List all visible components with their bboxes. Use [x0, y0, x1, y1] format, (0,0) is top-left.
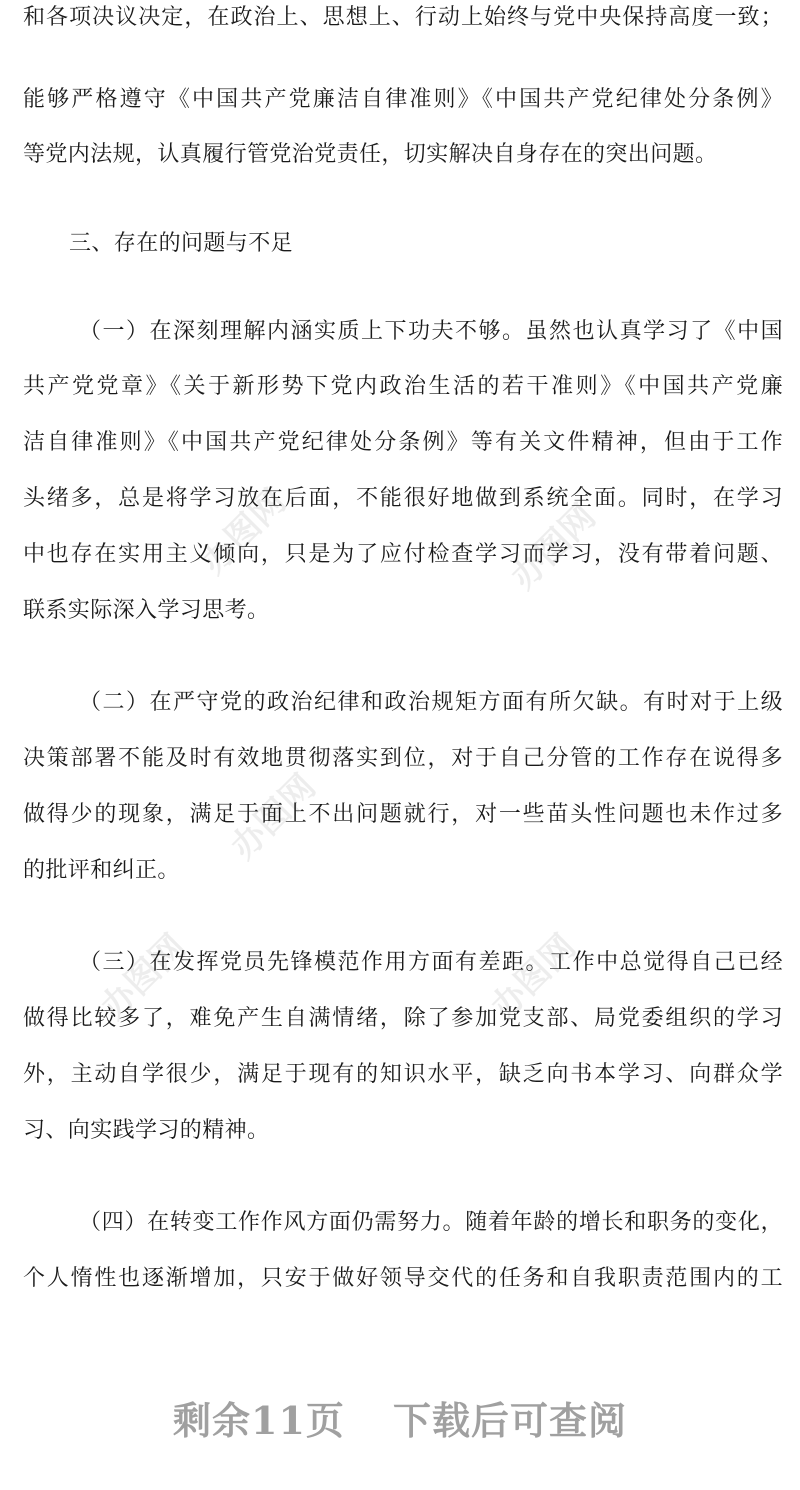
body-line: 习、向实践学习的精神。 — [23, 1118, 270, 1143]
body-line: 中也存在实用主义倾向，只是为了应付检查学习而学习，没有带着问题、 — [23, 542, 783, 567]
body-line: 外，主动自学很少，满足于现有的知识水平，缺乏向书本学习、向群众学 — [23, 1062, 783, 1087]
watermark: 办图网 — [503, 496, 604, 598]
watermark: 办图网 — [223, 766, 324, 868]
remaining-pages-text: 剩余11页 — [173, 1398, 345, 1443]
watermark: 办图网 — [483, 926, 584, 1028]
body-line: 决策部署不能及时有效地贯彻落实到位，对于自己分管的工作存在说得多 — [23, 746, 783, 771]
download-to-view-text: 下载后可查阅 — [392, 1398, 627, 1443]
remaining-pages-banner[interactable] — [0, 1390, 800, 1445]
section-heading: 三、存在的问题与不足 — [69, 231, 294, 256]
paragraph-first-line: （四）在转变工作作风方面仍需努力。随着年龄的增长和职务的变化， — [79, 1210, 783, 1235]
body-line: 个人惰性也逐渐增加，只安于做好领导交代的任务和自我职责范围内的工 — [23, 1266, 783, 1291]
body-line: 的批评和纠正。 — [23, 858, 180, 883]
body-line: 做得比较多了，难免产生自满情绪，除了参加党支部、局党委组织的学习 — [23, 1006, 783, 1031]
watermark: 办图网 — [193, 481, 294, 583]
paragraph-first-line: （三）在发挥党员先锋模范作用方面有差距。工作中总觉得自己已经 — [79, 950, 783, 975]
body-line: 等党内法规，认真履行管党治党责任，切实解决自身存在的突出问题。 — [23, 142, 718, 167]
watermark: 办图网 — [93, 926, 194, 1028]
body-line: 头绪多，总是将学习放在后面，不能很好地做到系统全面。同时，在学习 — [23, 486, 783, 511]
body-line: 洁自律准则》《中国共产党纪律处分条例》等有关文件精神，但由于工作 — [23, 430, 783, 455]
body-line: 共产党党章》《关于新形势下党内政治生活的若干准则》《中国共产党廉 — [23, 374, 783, 399]
body-line: 做得少的现象，满足于面上不出问题就行，对一些苗头性问题也未作过多 — [23, 802, 783, 827]
paragraph-first-line: （一）在深刻理解内涵实质上下功夫不够。虽然也认真学习了《中国 — [79, 319, 783, 344]
body-line: 联系实际深入学习思考。 — [23, 598, 270, 623]
paragraph-first-line: （二）在严守党的政治纪律和政治规矩方面有所欠缺。有时对于上级 — [79, 690, 783, 715]
body-line: 和各项决议决定，在政治上、思想上、行动上始终与党中央保持高度一致； — [23, 5, 783, 30]
body-line: 能够严格遵守《中国共产党廉洁自律准则》《中国共产党纪律处分条例》 — [23, 87, 783, 112]
